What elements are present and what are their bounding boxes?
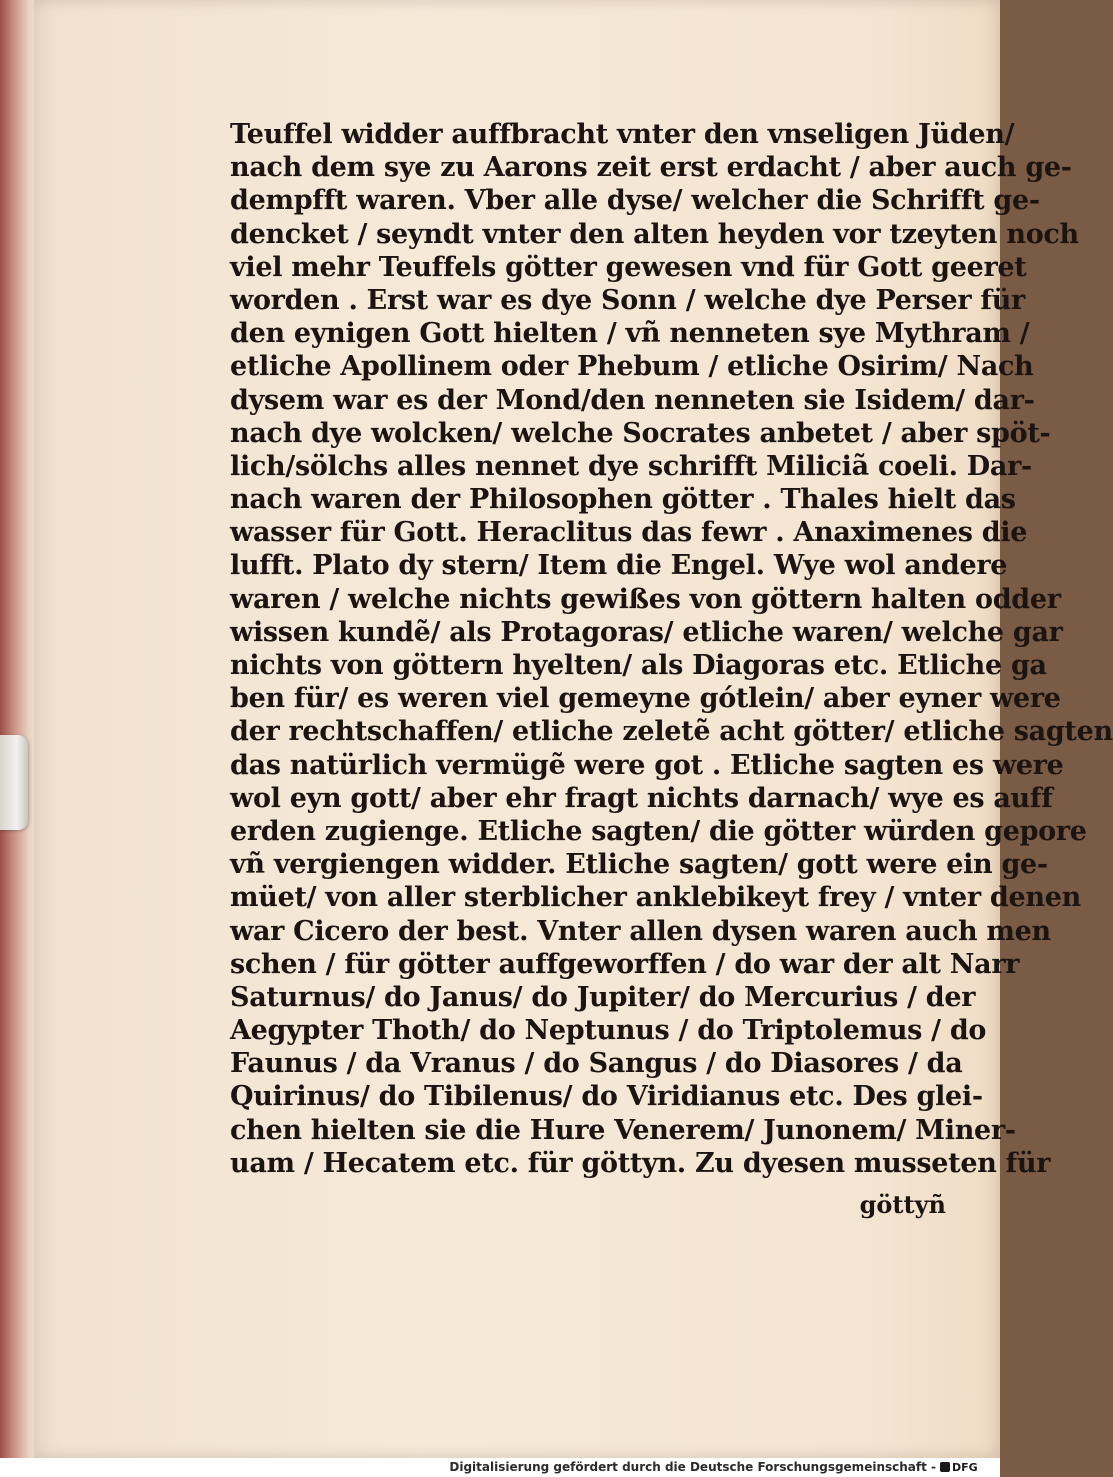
text-line: dysem war es der Mond/den nenneten sie Isidem/ dar- bbox=[230, 384, 1035, 416]
text-line: den eynigen Gott hielten / vñ nenneten sye Mythram / bbox=[230, 318, 1030, 350]
text-line: müet/ von aller sterblicher anklebikeyt frey / vnter denen bbox=[230, 882, 1081, 914]
text-line: nach dem sye zu Aarons zeit erst erdacht / aber auch ge- bbox=[230, 152, 1072, 184]
text-line: ben für/ es weren viel gemeyne gótlein/ aber eyner were bbox=[230, 683, 1061, 715]
text-line: chen hielten sie die Hure Venerem/ Junonem/ Miner- bbox=[230, 1114, 1016, 1146]
text-line: Faunus / da Vranus / do Sangus / do Diasores / da bbox=[230, 1048, 963, 1080]
text-block bbox=[230, 118, 1113, 1180]
text-line: Quirinus/ do Tibilenus/ do Viridianus etc. Des glei- bbox=[230, 1081, 983, 1113]
text-line: uam / Hecatem etc. für göttyn. Zu dyesen musseten für bbox=[230, 1147, 1051, 1179]
text-line: war Cicero der best. Vnter allen dysen waren auch men bbox=[230, 915, 1051, 947]
text-line: nichts von göttern hyelten/ als Diagoras etc. Etliche ga bbox=[230, 650, 1047, 681]
text-line: dempfft waren. Vber alle dyse/ welcher die Schrifft ge- bbox=[230, 185, 1040, 217]
catchword: göttyñ bbox=[859, 1190, 946, 1219]
text-line: das natürlich vermügẽ were got . Etliche sagten es were bbox=[230, 749, 1064, 781]
text-line: dencket / seyndt vnter den alten heyden vor tzeyten noch bbox=[230, 218, 1079, 250]
page-edge bbox=[0, 0, 38, 1458]
text-line: Aegypter Thoth/ do Neptunus / do Triptolemus / do bbox=[230, 1015, 987, 1047]
text-line: Saturnus/ do Janus/ do Jupiter/ do Mercurius / der bbox=[230, 981, 976, 1013]
text-line: wissen kundẽ/ als Protagoras/ etliche waren/ welche gar bbox=[230, 616, 1063, 648]
dfg-logo bbox=[940, 1460, 994, 1474]
text-line: viel mehr Teuffels götter gewesen vnd für Gott geeret bbox=[230, 251, 1027, 283]
dfg-mark-icon bbox=[940, 1462, 950, 1472]
dfg-logo-text: DFG bbox=[952, 1460, 978, 1474]
text-line: der rechtschaffen/ etliche zeletẽ acht götter/ etliche sagten bbox=[230, 716, 1113, 748]
text-line: vñ vergiengen widder. Etliche sagten/ gott were ein ge- bbox=[230, 849, 1048, 881]
text-line: schen / für götter auffgeworffen / do war der alt Narr bbox=[230, 948, 1020, 980]
text-line: worden . Erst war es dye Sonn / welche dye Perser für bbox=[230, 284, 1025, 316]
text-line: waren / welche nichts gewißes von göttern halten odder bbox=[230, 583, 1061, 615]
text-line: wasser für Gott. Heraclitus das fewr . Anaximenes die bbox=[230, 517, 1028, 549]
text-line: nach waren der Philosophen götter . Thales hielt das bbox=[230, 484, 1016, 516]
text-line: erden zugienge. Etliche sagten/ die götter würden gepore bbox=[230, 815, 1087, 847]
text-line: Teuffel widder auffbracht vnter den vnseligen Jüden/ bbox=[230, 119, 1015, 150]
page-clip bbox=[0, 735, 28, 830]
text-line: lich/sölchs alles nennet dye schrifft Miliciã coeli. Dar- bbox=[230, 450, 1032, 482]
text-line: nach dye wolcken/ welche Socrates anbetet / aber spöt- bbox=[230, 417, 1051, 449]
footer-credit: Digitalisierung gefördert durch die Deutsche Forschungsgemeinschaft - bbox=[449, 1460, 936, 1474]
text-line: lufft. Plato dy stern/ Item die Engel. Wye wol andere bbox=[230, 550, 1008, 582]
text-line: etliche Apollinem oder Phebum / etliche Osirim/ Nach bbox=[230, 351, 1034, 383]
text-line: wol eyn gott/ aber ehr fragt nichts darnach/ wye es auff bbox=[230, 782, 1053, 814]
